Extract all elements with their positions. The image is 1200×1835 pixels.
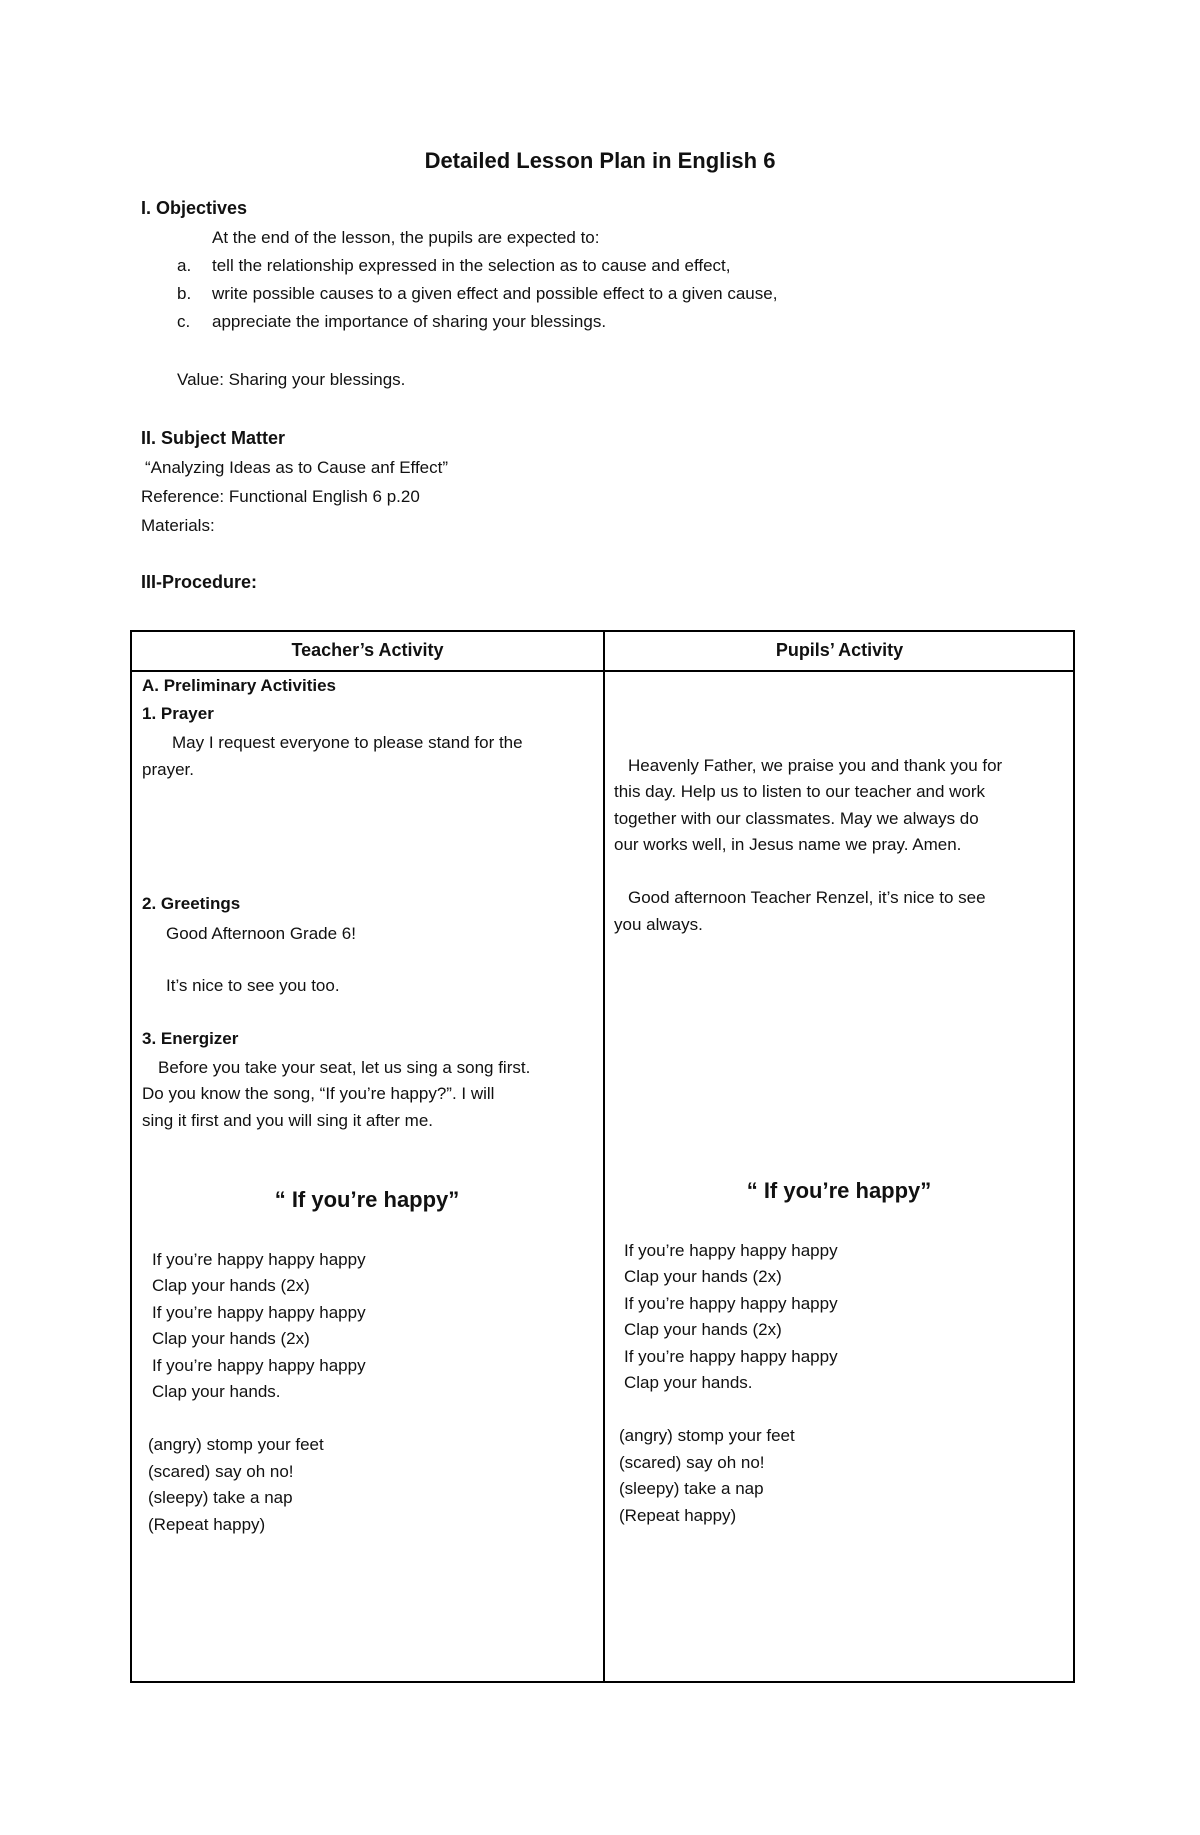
song-line: If you’re happy happy happy (624, 1241, 838, 1260)
energizer-text: Before you take your seat, let us sing a song first. (158, 1058, 531, 1077)
pupils-greeting: Good afternoon Teacher Renzel, it’s nice to see (628, 888, 986, 907)
objective-item: tell the relationship expressed in the selection as to cause and effect, (212, 256, 731, 275)
pupils-prayer-line: together with our classmates. May we always do (614, 809, 979, 828)
song-line: Clap your hands (2x) (152, 1276, 310, 1295)
song-line: Clap your hands (2x) (624, 1320, 782, 1339)
teacher-greeting: Good Afternoon Grade 6! (166, 924, 356, 943)
song-line: Clap your hands. (624, 1373, 753, 1392)
energizer-text: sing it first and you will sing it after me. (142, 1111, 434, 1130)
song-line: If you’re happy happy happy (152, 1303, 366, 1322)
teacher-prayer-line: prayer. (142, 760, 194, 779)
mood-line: (scared) say oh no! (148, 1462, 294, 1481)
mood-line: (scared) say oh no! (619, 1453, 765, 1472)
song-line: If you’re happy happy happy (624, 1347, 838, 1366)
procedure-heading: III-Procedure: (141, 572, 258, 592)
teacher-greeting: It’s nice to see you too. (166, 976, 340, 995)
prayer-heading: 1. Prayer (142, 704, 214, 723)
subject-matter-heading: II. Subject Matter (141, 428, 286, 448)
song-line: If you’re happy happy happy (152, 1250, 366, 1269)
header-divider (132, 670, 1073, 672)
song-line: If you’re happy happy happy (152, 1356, 366, 1375)
teacher-activity-header: Teacher’s Activity (291, 640, 444, 660)
pupils-activity-header: Pupils’ Activity (775, 640, 904, 660)
mood-line: (angry) stomp your feet (619, 1426, 795, 1445)
objectives-heading: I. Objectives (141, 198, 248, 218)
subject-materials: Materials: (141, 516, 215, 535)
objective-letter: c. (177, 312, 191, 331)
page-title: Detailed Lesson Plan in English 6 (424, 148, 776, 173)
energizer-text: Do you know the song, “If you’re happy?”. I will (142, 1084, 495, 1103)
mood-line: (sleepy) take a nap (148, 1488, 293, 1507)
song-title: “ If you’re happy” (746, 1178, 932, 1203)
subject-topic: “Analyzing Ideas as to Cause anf Effect” (145, 458, 449, 477)
greetings-heading: 2. Greetings (142, 894, 241, 913)
pupils-prayer-line: Heavenly Father, we praise you and thank you for (628, 756, 1003, 775)
song-line: Clap your hands (2x) (624, 1267, 782, 1286)
mood-line: (Repeat happy) (148, 1515, 266, 1534)
value-statement: Value: Sharing your blessings. (177, 370, 406, 389)
objective-letter: a. (177, 256, 192, 275)
song-title: “ If you’re happy” (274, 1187, 460, 1212)
activity-table (130, 630, 1075, 1683)
preliminary-heading: A. Preliminary Activities (142, 676, 337, 695)
objective-letter: b. (177, 284, 192, 303)
pupils-prayer-line: our works well, in Jesus name we pray. Amen. (614, 835, 962, 854)
subject-reference: Reference: Functional English 6 p.20 (141, 487, 420, 506)
energizer-heading: 3. Energizer (142, 1029, 239, 1048)
mood-line: (sleepy) take a nap (619, 1479, 764, 1498)
objective-item: write possible causes to a given effect and possible effect to a given cause, (212, 284, 778, 303)
pupils-prayer-line: this day. Help us to listen to our teacher and work (614, 782, 986, 801)
song-line: Clap your hands. (152, 1382, 281, 1401)
teacher-prayer-line: May I request everyone to please stand for the (172, 733, 523, 752)
song-line: If you’re happy happy happy (624, 1294, 838, 1313)
pupils-greeting: you always. (614, 915, 703, 934)
objective-item: appreciate the importance of sharing your blessings. (212, 312, 607, 331)
column-divider (603, 632, 605, 1681)
objectives-intro: At the end of the lesson, the pupils are expected to: (212, 228, 600, 247)
song-line: Clap your hands (2x) (152, 1329, 310, 1348)
mood-line: (angry) stomp your feet (148, 1435, 324, 1454)
mood-line: (Repeat happy) (619, 1506, 737, 1525)
